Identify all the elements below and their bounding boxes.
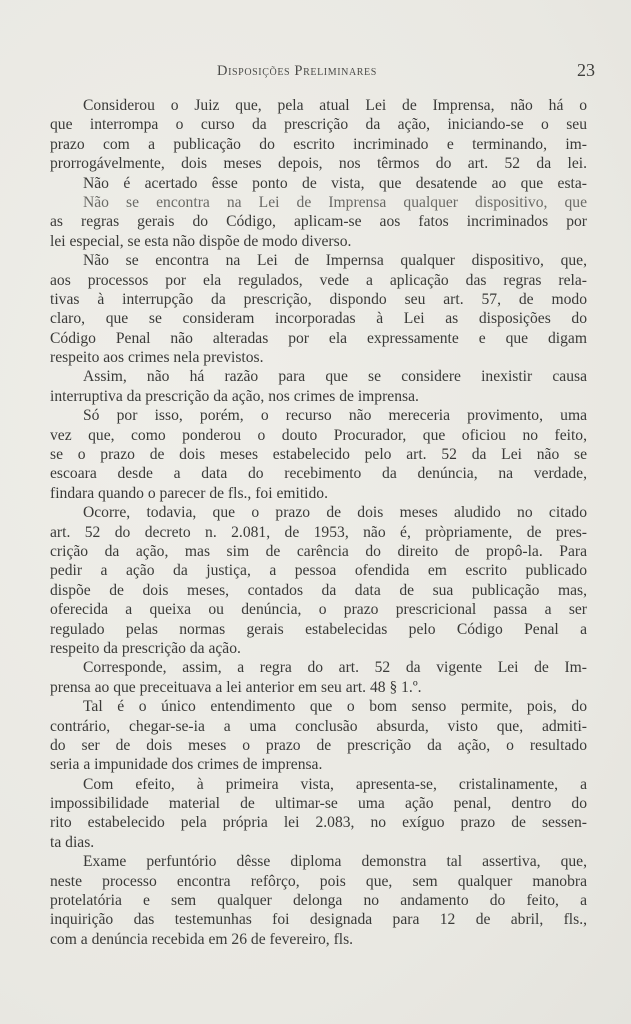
text-line: escoara desde a data do recebimento da denúncia, na verdade, [50, 465, 587, 483]
running-title: Disposições Preliminares [217, 63, 377, 79]
text-line: prensa ao que preceituava a lei anterior em seu art. 48 § 1.º. [50, 678, 422, 696]
text-line: do ser de dois meses o prazo de prescrição da ação, o resultado [50, 736, 587, 754]
text-line: Tal é o único entendimento que o bom senso permite, pois, do [83, 698, 587, 716]
paragraph [50, 503, 587, 658]
paragraph [50, 174, 587, 193]
text-line: respeito da prescrição da ação. [50, 639, 241, 657]
text-line: Só por isso, porém, o recurso não mereceria provimento, uma [83, 407, 587, 425]
paragraph [50, 193, 587, 251]
text-line: Corresponde, assim, a regra do art. 52 da vigente Lei de Im- [83, 659, 587, 677]
paragraph [50, 406, 587, 503]
text-line: dispõe de dois meses, contados da data de sua publicação mas, [50, 581, 587, 599]
text-line: vez que, como ponderou o douto Procurador, que oficiou no feito, [50, 426, 587, 444]
paragraph [50, 367, 587, 406]
paragraph [50, 658, 587, 697]
text-line: lei especial, se esta não dispõe de modo diverso. [50, 232, 352, 250]
text-line: findara quando o parecer de fls., foi emitido. [50, 484, 328, 502]
text-line: tivas à interrupção da prescrição, dispondo seu art. 57, de modo [50, 290, 587, 308]
paragraph [50, 697, 587, 775]
text-line: Não se encontra na Lei de Impernsa qualquer dispositivo, que, [83, 252, 587, 270]
text-line: impossibilidade material de ultimar-se uma ação penal, dentro do [50, 795, 587, 813]
text-line: regulado pelas normas gerais estabelecidas pelo Código Penal a [50, 620, 587, 638]
text-line: com a denúncia recebida em 26 de fevereiro, fls. [50, 930, 354, 948]
text-line: Não é acertado êsse ponto de vista, que desatende ao que esta- [83, 174, 587, 192]
text-line: se o prazo de dois meses estabelecido pelo art. 52 da Lei não se [50, 446, 587, 464]
paragraph [50, 96, 587, 174]
text-line: art. 52 do decreto n. 2.081, de 1953, não é, pròpriamente, de pres- [50, 523, 587, 541]
text-line: ta dias. [50, 833, 95, 851]
text-line: que interrompa o curso da prescrição da ação, iniciando-se o seu [50, 116, 587, 134]
text-line: Ocorre, todavia, que o prazo de dois meses aludido no citado [83, 504, 587, 522]
text-line: prazo com a publicação do escrito incriminado e terminando, im- [50, 135, 587, 153]
text-line: interruptiva da prescrição da ação, nos crimes de imprensa. [50, 387, 419, 405]
text-line: pedir a ação da justiça, a pessoa ofendida em escrito publicado [50, 562, 587, 580]
text-line: Código Penal não alteradas por ela expressamente e que digam [50, 329, 587, 347]
text-line: aos processos por ela regulados, vede a aplicação das regras rela- [50, 271, 587, 289]
text-line: seria a impunidade dos crimes de imprensa. [50, 756, 323, 774]
text-line: claro, que se consideram incorporadas à Lei as disposições do [50, 310, 587, 328]
text-line: Exame perfuntório dêsse diploma demonstra tal assertiva, que, [83, 853, 587, 871]
text-line: rito estabelecido pela própria lei 2.083, no exíguo prazo de sessen- [50, 814, 587, 832]
running-head [50, 60, 595, 84]
paragraph [50, 775, 587, 853]
text-line: protelatória e sem qualquer delonga no andamento do feito, a [50, 892, 587, 910]
paragraph [50, 251, 587, 367]
book-page [50, 60, 595, 949]
text-line: contrário, chegar-se-ia a uma conclusão absurda, visto que, admiti- [50, 717, 587, 735]
body-text [50, 96, 587, 949]
text-line: crição da ação, mas sim de carência do direito de propô-la. Para [50, 542, 587, 560]
text-line: Não se encontra na Lei de Imprensa qualquer dispositivo, que [83, 193, 587, 211]
text-line: as regras gerais do Código, aplicam-se aos fatos incriminados por [50, 213, 587, 231]
text-line: Com efeito, à primeira vista, apresenta-se, cristalinamente, a [83, 775, 587, 793]
text-line: oferecida a queixa ou denúncia, o prazo prescricional passa a ser [50, 601, 587, 619]
text-line: inquirição das testemunhas foi designada para 12 de abril, fls., [50, 911, 587, 929]
text-line: Considerou o Juiz que, pela atual Lei de Imprensa, não há o [83, 97, 587, 114]
text-line: prorrogávelmente, dois meses depois, nos têrmos do art. 52 da lei. [50, 155, 587, 173]
text-line: Assim, não há razão para que se considere inexistir causa [83, 368, 587, 386]
paragraph [50, 852, 587, 949]
page-number: 23 [577, 60, 595, 80]
text-line: neste processo encontra refôrço, pois que, sem qualquer manobra [50, 872, 587, 890]
text-line: respeito aos crimes nela previstos. [50, 349, 264, 367]
